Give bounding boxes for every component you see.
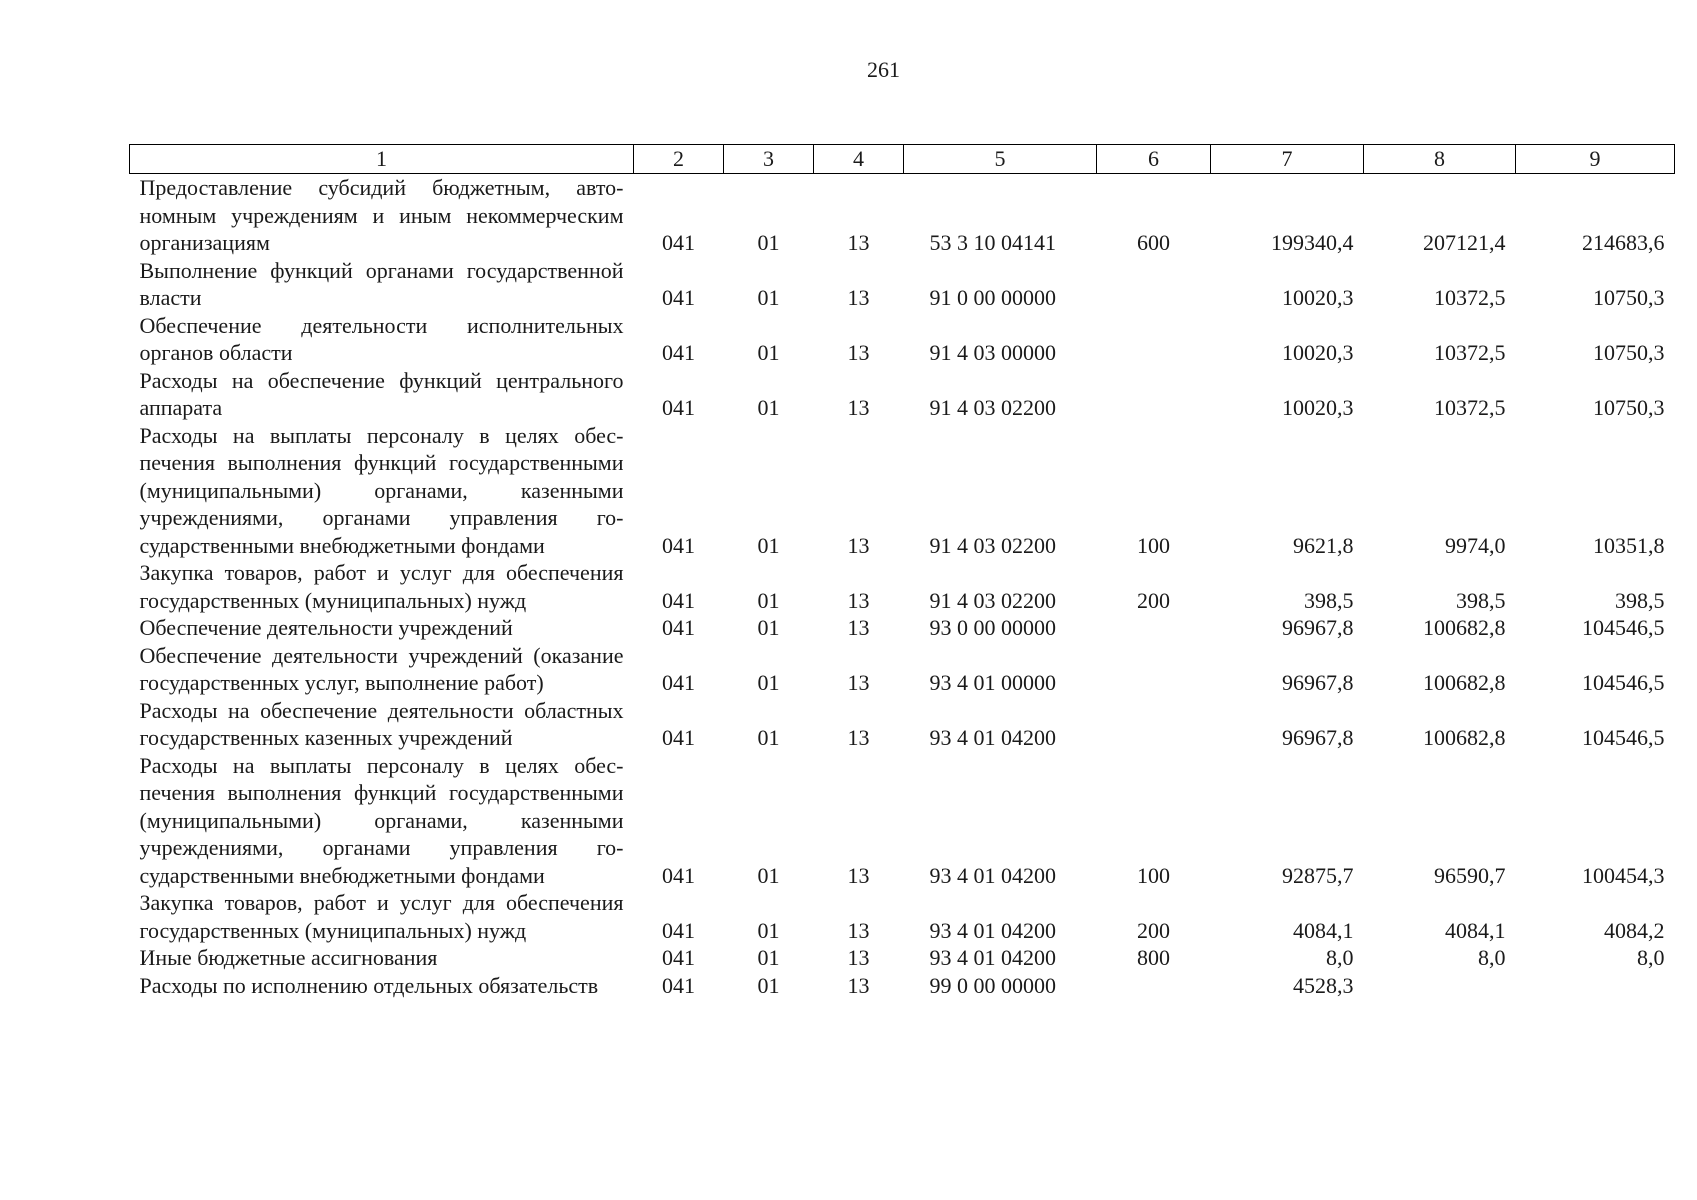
cell-expense-type: 800: [1137, 945, 1170, 970]
cell-subsection: 13: [847, 862, 870, 888]
cell-amount-year2: 9974,0: [1445, 532, 1506, 558]
cell-subsection: 13: [847, 972, 870, 998]
cell-expense-type: [1097, 642, 1211, 697]
cell-subsection: 13: [847, 917, 870, 943]
cell-amount-year3: 4084,2: [1604, 917, 1665, 943]
cell-target-code: 91 4 03 02200: [929, 395, 1056, 420]
row-description: Иные бюджетные ассигнования: [139, 945, 438, 970]
cell-target-code: 91 4 03 02200: [929, 532, 1056, 558]
table-row: [130, 312, 1675, 367]
row-description: Расходы по исполнению отдельных обязательств: [139, 972, 599, 998]
cell-expense-type: 100: [1137, 862, 1170, 888]
cell-amount-year1: 9621,8: [1293, 532, 1354, 558]
cell-ministry-code: 041: [662, 340, 695, 365]
cell-amount-year3: 10750,3: [1593, 285, 1665, 310]
cell-section: 01: [757, 532, 780, 558]
cell-expense-type: 200: [1137, 587, 1170, 613]
table-row: [130, 614, 1675, 642]
cell-subsection: 13: [847, 532, 870, 558]
cell-target-code: 91 4 03 00000: [929, 340, 1056, 365]
cell-section: 01: [757, 340, 780, 365]
cell-target-code: 91 4 03 02200: [929, 587, 1056, 613]
column-header: 7: [1211, 145, 1364, 174]
cell-amount-year2: 10372,5: [1434, 340, 1506, 365]
cell-amount-year1: 4528,3: [1293, 972, 1354, 998]
page-number: 261: [867, 57, 900, 82]
table-row: [130, 257, 1675, 312]
cell-ministry-code: 041: [662, 532, 695, 558]
column-header: 9: [1516, 145, 1675, 174]
cell-subsection: 13: [847, 615, 870, 640]
cell-amount-year2: 10372,5: [1434, 395, 1506, 420]
cell-amount-year2: 398,5: [1456, 587, 1506, 613]
cell-ministry-code: 041: [662, 285, 695, 310]
cell-subsection: 13: [847, 670, 870, 695]
cell-amount-year1: 10020,3: [1282, 285, 1354, 310]
cell-section: 01: [757, 587, 780, 613]
cell-amount-year3: 10351,8: [1593, 532, 1665, 558]
cell-amount-year3: 214683,6: [1582, 230, 1665, 255]
cell-expense-type: 600: [1137, 230, 1170, 255]
cell-section: 01: [757, 917, 780, 943]
cell-ministry-code: 041: [662, 917, 695, 943]
cell-subsection: 13: [847, 340, 870, 365]
table-row: [130, 972, 1675, 1000]
cell-amount-year2: 10372,5: [1434, 285, 1506, 310]
cell-amount-year1: 10020,3: [1282, 340, 1354, 365]
row-description: Предоставление субсидий бюджетным, автономным учреждениям и иным некоммерческим организациям: [139, 175, 624, 255]
cell-amount-year2: 100682,8: [1423, 615, 1506, 640]
cell-section: 01: [757, 285, 780, 310]
table-row: [130, 944, 1675, 972]
cell-amount-year1: 96967,8: [1282, 615, 1354, 640]
cell-expense-type: [1097, 614, 1211, 642]
cell-subsection: 13: [847, 230, 870, 255]
cell-target-code: 93 4 01 04200: [929, 945, 1056, 970]
cell-target-code: 93 4 01 04200: [929, 862, 1056, 888]
cell-target-code: 99 0 00 00000: [929, 972, 1056, 998]
cell-expense-type: 200: [1137, 917, 1170, 943]
row-description: Расходы на обеспечение деятельности областных государственных казенных учреждений: [139, 697, 624, 750]
cell-ministry-code: 041: [662, 587, 695, 613]
row-description: Закупка товаров, работ и услуг для обеспечения государственных (муниципальных) нужд: [139, 560, 624, 613]
cell-amount-year1: 398,5: [1304, 587, 1354, 613]
row-description: Расходы на обеспечение функций центрального аппарата: [139, 367, 624, 420]
cell-amount-year2: [1364, 972, 1516, 1000]
table-header: [130, 145, 1675, 174]
cell-ministry-code: 041: [662, 670, 695, 695]
cell-amount-year3: 8,0: [1637, 945, 1665, 970]
column-header: 5: [904, 145, 1097, 174]
cell-ministry-code: 041: [662, 395, 695, 420]
row-description: Закупка товаров, работ и услуг для обеспечения государственных (муниципальных) нужд: [139, 890, 624, 943]
row-description: Обеспечение деятельности учреждений: [139, 615, 513, 640]
cell-ministry-code: 041: [662, 972, 695, 998]
cell-amount-year2: 100682,8: [1423, 725, 1506, 750]
cell-amount-year2: 4084,1: [1445, 917, 1506, 943]
column-header: 4: [814, 145, 904, 174]
cell-expense-type: [1097, 257, 1211, 312]
row-description: Обеспечение деятельности исполнительных органов области: [139, 312, 624, 365]
cell-section: 01: [757, 670, 780, 695]
cell-target-code: 53 3 10 04141: [929, 230, 1056, 255]
header-row: [130, 145, 1675, 174]
row-description: Обеспечение деятельности учреждений (оказание государственных услуг, выполнение работ): [139, 642, 624, 695]
column-header: 6: [1097, 145, 1211, 174]
cell-target-code: 93 4 01 00000: [929, 670, 1056, 695]
cell-amount-year3: 10750,3: [1593, 395, 1665, 420]
table-row: [130, 174, 1675, 257]
budget-table: [129, 144, 1675, 999]
column-header: 2: [634, 145, 724, 174]
cell-ministry-code: 041: [662, 615, 695, 640]
cell-subsection: 13: [847, 395, 870, 420]
cell-ministry-code: 041: [662, 725, 695, 750]
cell-ministry-code: 041: [662, 862, 695, 888]
table-row: [130, 559, 1675, 614]
cell-expense-type: 100: [1137, 532, 1170, 558]
cell-amount-year3: 100454,3: [1582, 862, 1665, 888]
cell-ministry-code: 041: [662, 230, 695, 255]
cell-subsection: 13: [847, 945, 870, 970]
table-row: [130, 697, 1675, 752]
table-row: [130, 422, 1675, 560]
cell-target-code: 93 0 00 00000: [929, 615, 1056, 640]
cell-expense-type: [1097, 697, 1211, 752]
cell-amount-year2: 8,0: [1478, 945, 1506, 970]
row-description: Расходы на выплаты персоналу в целях обеспечения выполнения функций государственными (муниципальными) органами, казенными учреждениями, органами управления государственными внебюджетными фондами: [139, 752, 624, 888]
cell-amount-year1: 8,0: [1326, 945, 1354, 970]
cell-section: 01: [757, 230, 780, 255]
cell-amount-year3: 104546,5: [1582, 615, 1665, 640]
cell-target-code: 93 4 01 04200: [929, 917, 1056, 943]
cell-target-code: 93 4 01 04200: [929, 725, 1056, 750]
cell-amount-year3: 10750,3: [1593, 340, 1665, 365]
table-row: [130, 642, 1675, 697]
cell-target-code: 91 0 00 00000: [929, 285, 1056, 310]
cell-amount-year2: 100682,8: [1423, 670, 1506, 695]
cell-amount-year1: 4084,1: [1293, 917, 1354, 943]
cell-amount-year1: 199340,4: [1271, 230, 1354, 255]
cell-expense-type: [1097, 312, 1211, 367]
table-body: [130, 174, 1675, 1000]
row-description: Расходы на выплаты персоналу в целях обеспечения выполнения функций государственными (муниципальными) органами, казенными учреждениями, органами управления государственными внебюджетными фондами: [139, 422, 624, 558]
cell-amount-year1: 92875,7: [1282, 862, 1354, 888]
cell-amount-year1: 96967,8: [1282, 725, 1354, 750]
cell-subsection: 13: [847, 725, 870, 750]
table-row: [130, 367, 1675, 422]
cell-expense-type: [1097, 367, 1211, 422]
column-header: 1: [130, 145, 634, 174]
cell-subsection: 13: [847, 587, 870, 613]
column-header: 8: [1364, 145, 1516, 174]
row-description: Выполнение функций органами государственной власти: [139, 257, 624, 310]
cell-section: 01: [757, 862, 780, 888]
cell-section: 01: [757, 615, 780, 640]
cell-amount-year3: 104546,5: [1582, 670, 1665, 695]
cell-amount-year2: 96590,7: [1434, 862, 1506, 888]
table-row: [130, 889, 1675, 944]
table-row: [130, 752, 1675, 890]
cell-section: 01: [757, 395, 780, 420]
cell-amount-year3: 104546,5: [1582, 725, 1665, 750]
cell-section: 01: [757, 725, 780, 750]
column-header: 3: [724, 145, 814, 174]
cell-ministry-code: 041: [662, 945, 695, 970]
cell-amount-year2: 207121,4: [1423, 230, 1506, 255]
cell-amount-year1: 96967,8: [1282, 670, 1354, 695]
cell-amount-year3: [1516, 972, 1675, 1000]
cell-amount-year1: 10020,3: [1282, 395, 1354, 420]
cell-section: 01: [757, 972, 780, 998]
cell-section: 01: [757, 945, 780, 970]
cell-subsection: 13: [847, 285, 870, 310]
cell-amount-year3: 398,5: [1615, 587, 1665, 613]
cell-expense-type: [1097, 972, 1211, 1000]
